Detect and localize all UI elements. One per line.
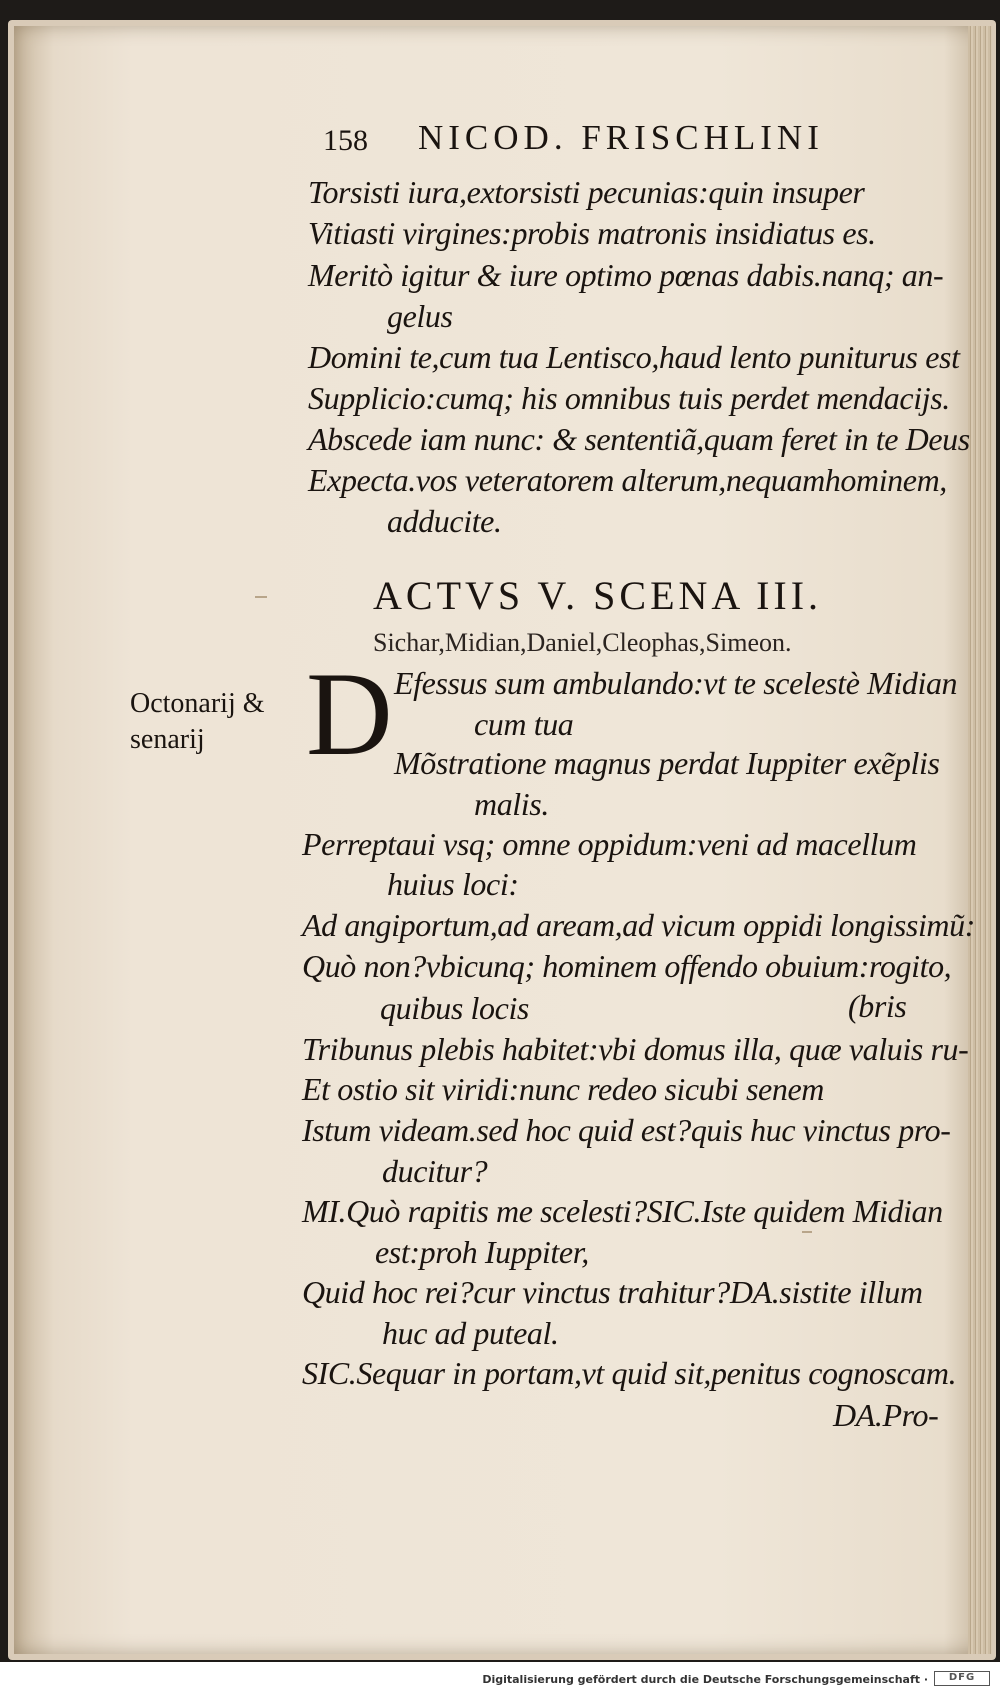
verse-line: MI.Quò rapitis me scelesti?SIC.Iste quidem Midian (302, 1193, 943, 1229)
verse-line: adducite. (387, 503, 502, 539)
verse-line: Expecta.vos veteratorem alterum,nequamhominem, (308, 462, 947, 498)
print-mark (255, 596, 267, 598)
verse-line: Mõstratione magnus perdat Iuppiter exẽplis (394, 745, 940, 781)
drop-cap: D (306, 647, 393, 780)
verse-line: Ad angiportum,ad aream,ad vicum oppidi longissimũ: (302, 907, 976, 943)
verse-line: Abscede iam nunc: & sententiã,quam feret in te Deus (308, 421, 970, 457)
verse-line: Perreptaui vsq; omne oppidum:veni ad macellum (302, 826, 917, 862)
verse-line: huius loci: (387, 866, 519, 902)
verse-line: Torsisti iura,extorsisti pecunias:quin insuper (308, 174, 865, 210)
verse-line: Tribunus plebis habitet:vbi domus illa, quæ valuis ru- (302, 1031, 969, 1067)
verse-line: Meritò igitur & iure optimo pœnas dabis.nanq; an- (308, 257, 944, 293)
verse-line: est:proh Iuppiter, (375, 1234, 589, 1270)
running-title: NICOD. FRISCHLINI (418, 118, 824, 157)
print-mark (802, 1231, 812, 1233)
footer-credit: Digitalisierung gefördert durch die Deutsche Forschungsgemeinschaft · (482, 1673, 928, 1686)
verse-line: huc ad puteal. (382, 1315, 559, 1351)
verse-line: Istum videam.sed hoc quid est?quis huc vinctus pro- (302, 1112, 951, 1148)
page-number: 158 (323, 124, 368, 157)
verse-line: cum tua (474, 706, 574, 742)
verse-line: Vitiasti virgines:probis matronis insidiatus es. (308, 215, 876, 251)
verse-line: quibus locis (380, 990, 529, 1026)
verse-line: Quid hoc rei?cur vinctus trahitur?DA.sistite illum (302, 1274, 923, 1310)
verse-line: malis. (474, 786, 549, 822)
verse-line: Efessus sum ambulando:vt te scelestè Midian (394, 665, 958, 701)
verse-line: Quò non?vbicunq; hominem offendo obuium:rogito, (302, 948, 952, 984)
catchword: DA.Pro- (833, 1397, 939, 1433)
verse-line: Et ostio sit viridi:nunc redeo sicubi senem (302, 1071, 824, 1107)
verse-line: Supplicio:cumq; his omnibus tuis perdet mendacijs. (308, 380, 950, 416)
verse-line: gelus (387, 298, 453, 334)
verse-line: Domini te,cum tua Lentisco,haud lento puniturus est (308, 339, 960, 375)
verse-line-turnover: (bris (848, 988, 907, 1024)
scene-heading: ACTVS V. SCENA III. (373, 573, 823, 618)
speaker-list: Sichar,Midian,Daniel,Cleophas,Simeon. (373, 628, 792, 657)
page-fore-edge (968, 26, 992, 1654)
verse-line: SIC.Sequar in portam,vt quid sit,penitus cognoscam. (302, 1355, 957, 1391)
margin-note: Octonarij & senarij (130, 688, 265, 755)
dfg-logo: DFG (934, 1671, 990, 1686)
verse-line: ducitur? (382, 1153, 488, 1189)
